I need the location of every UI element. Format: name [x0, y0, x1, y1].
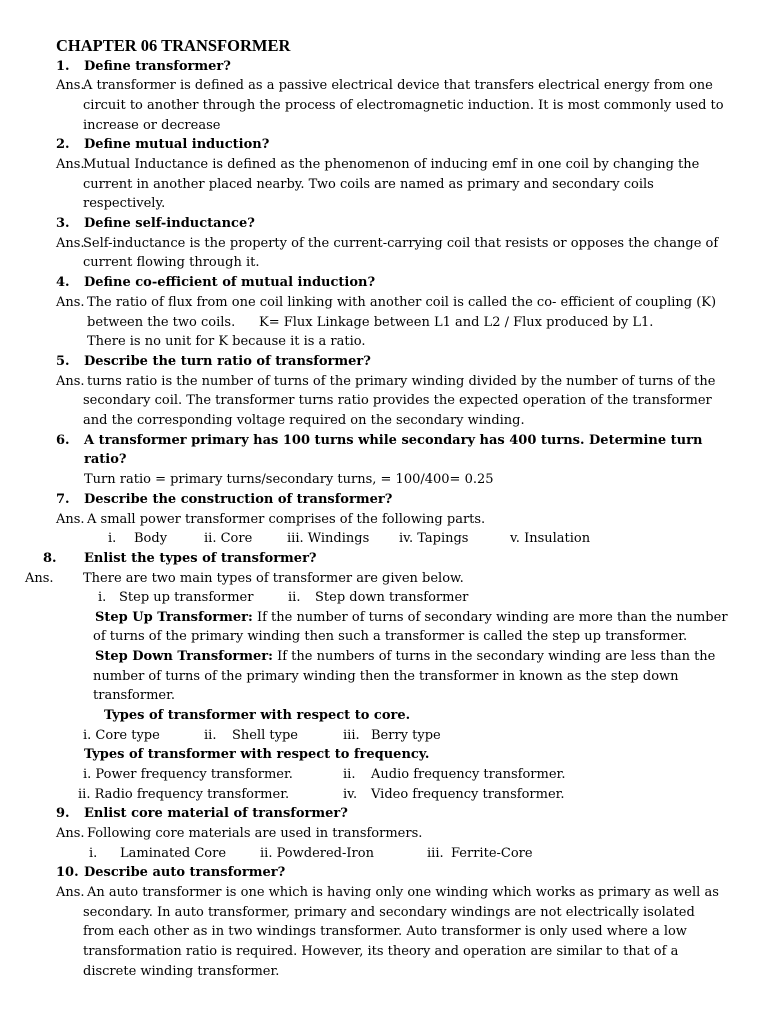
question-10: Describe auto transformer?	[84, 865, 286, 880]
question-8-number: 8.	[43, 551, 57, 566]
answer-line: secondary coil. The transformer turns ratio provides the expected operation of the transformer	[83, 393, 712, 408]
question-1: Define transformer?	[84, 59, 231, 74]
answer-line: secondary. In auto transformer, primary and secondary windings are not electrically isolated	[83, 905, 695, 920]
list-item: iv. Tapings	[399, 531, 469, 546]
answer-line: Following core materials are used in transformers.	[87, 826, 423, 841]
question-7-number: 7.	[56, 492, 70, 507]
question-8: Enlist the types of transformer?	[84, 551, 317, 566]
list-item: ii. Radio frequency transformer.	[78, 787, 290, 802]
answer-label: Ans.	[56, 885, 85, 900]
core-types-heading: Types of transformer with respect to core.	[104, 708, 411, 723]
answer-line: from each other as in two windings transformer. Auto transformer is only used where a low	[83, 924, 687, 939]
question-2-number: 2.	[56, 137, 70, 152]
question-10-number: 10.	[56, 865, 79, 880]
page-title: CHAPTER 06 TRANSFORMER	[56, 36, 291, 55]
list-item: i. Power frequency transformer.	[83, 767, 293, 782]
step-down-text: If the numbers of turns in the secondary winding are less than the	[277, 649, 716, 664]
list-item: Body	[134, 531, 168, 546]
question-3-number: 3.	[56, 216, 70, 231]
list-number: ii.	[343, 767, 356, 782]
list-item: ii. Powdered-Iron	[260, 846, 374, 861]
formula: K= Flux Linkage between L1 and L2 / Flux produced by L1.	[259, 315, 654, 330]
list-item: Step down transformer	[315, 590, 469, 605]
list-number: iii.	[343, 728, 360, 743]
answer-line: transformation ratio is required. However, its theory and operation are similar to that of a	[83, 944, 679, 959]
list-number: ii.	[204, 728, 217, 743]
answer-line: circuit to another through the process of electromagnetic induction. It is most commonly used to	[83, 98, 724, 113]
answer-line: respectively.	[83, 196, 166, 211]
list-number: ii.	[288, 590, 301, 605]
answer-line: The ratio of flux from one coil linking with another coil is called the co- efficient of coupling (K)	[87, 295, 717, 310]
list-item: Laminated Core	[120, 846, 227, 861]
step-down-label: Step Down Transformer:	[95, 649, 273, 664]
answer-line: turns ratio is the number of turns of the primary winding divided by the number of turns of the	[87, 374, 716, 389]
list-item: Shell type	[232, 728, 299, 743]
list-item: ii. Core	[204, 531, 253, 546]
question-7: Describe the construction of transformer?	[84, 492, 393, 507]
answer-label: Ans.	[56, 78, 85, 93]
answer-label: Ans.	[56, 295, 85, 310]
answer-line: transformer.	[93, 688, 176, 703]
answer-line: Mutual Inductance is defined as the phenomenon of inducing emf in one coil by changing the	[83, 157, 700, 172]
answer-label: Ans.	[56, 157, 85, 172]
question-5-number: 5.	[56, 354, 70, 369]
question-5: Describe the turn ratio of transformer?	[84, 354, 371, 369]
answer-line: between the two coils.	[87, 315, 236, 330]
answer-label: Ans.	[25, 571, 54, 586]
answer-line: There are two main types of transformer are given below.	[83, 571, 464, 586]
answer-label: Ans.	[56, 236, 85, 251]
question-9-number: 9.	[56, 806, 70, 821]
answer-label: Ans.	[56, 374, 85, 389]
answer-line: Self-inductance is the property of the current-carrying coil that resists or opposes the change of	[83, 236, 719, 251]
step-down-paragraph	[95, 647, 715, 666]
answer-label: Ans.	[56, 512, 85, 527]
answer-line: A transformer is defined as a passive electrical device that transfers electrical energy from one	[83, 78, 713, 93]
question-1-number: 1.	[56, 59, 70, 74]
list-item: Video frequency transformer.	[371, 787, 565, 802]
question-9: Enlist core material of transformer?	[84, 806, 348, 821]
answer-line: There is no unit for K because it is a ratio.	[87, 334, 366, 349]
answer-line: increase or decrease	[83, 118, 221, 133]
answer-line: A small power transformer comprises of the following parts.	[87, 512, 486, 527]
step-up-text: If the number of turns of secondary winding are more than the number	[256, 610, 728, 625]
question-6-number: 6.	[56, 433, 70, 448]
list-item: v. Insulation	[510, 531, 591, 546]
list-item: Step up transformer	[119, 590, 254, 605]
question-3: Define self-inductance?	[84, 216, 255, 231]
question-4: Define co-efficient of mutual induction?	[84, 275, 376, 290]
list-item: i. Core type	[83, 728, 160, 743]
list-number: i.	[98, 590, 107, 605]
answer-line: current flowing through it.	[83, 255, 260, 270]
list-item: i.	[108, 531, 117, 546]
list-item: Ferrite-Core	[451, 846, 533, 861]
step-up-paragraph	[95, 608, 728, 627]
question-2: Define mutual induction?	[84, 137, 270, 152]
list-number: iv.	[343, 787, 358, 802]
list-item: Berry type	[371, 728, 441, 743]
frequency-types-heading: Types of transformer with respect to frequency.	[84, 747, 430, 762]
answer-label: Ans.	[56, 826, 85, 841]
question-6-cont: ratio?	[84, 452, 127, 467]
answer-line: Turn ratio = primary turns/secondary turns, = 100/400= 0.25	[84, 472, 494, 487]
answer-line: and the corresponding voltage required on the secondary winding.	[83, 413, 525, 428]
answer-line: discrete winding transformer.	[83, 964, 280, 979]
list-number: i.	[89, 846, 98, 861]
list-number: iii.	[427, 846, 444, 861]
answer-line: An auto transformer is one which is having only one winding which works as primary as well as	[87, 885, 719, 900]
step-up-label: Step Up Transformer:	[95, 610, 253, 625]
list-item: iii. Windings	[287, 531, 370, 546]
answer-line: number of turns of the primary winding then the transformer in known as the step down	[93, 669, 679, 684]
answer-line: of turns of the primary winding then such a transformer is called the step up transformer.	[93, 629, 688, 644]
answer-line: current in another placed nearby. Two coils are named as primary and secondary coils	[83, 177, 654, 192]
list-item: Audio frequency transformer.	[371, 767, 566, 782]
question-4-number: 4.	[56, 275, 70, 290]
question-6: A transformer primary has 100 turns while secondary has 400 turns. Determine turn	[84, 433, 703, 448]
